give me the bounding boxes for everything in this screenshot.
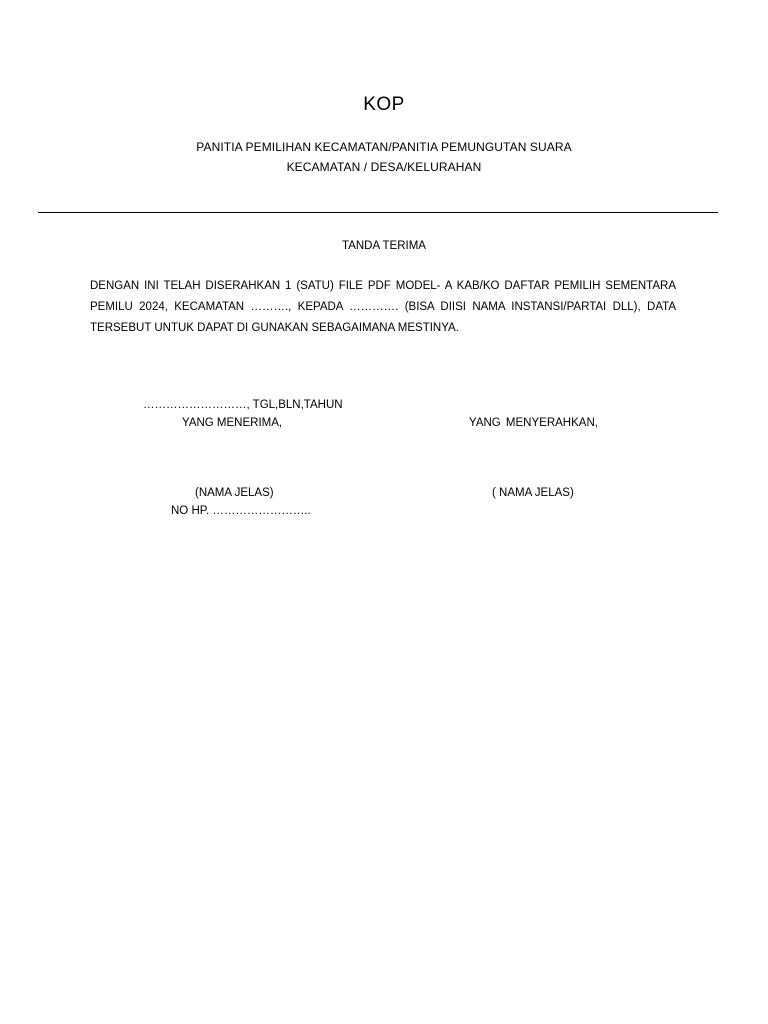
receiver-role: YANG MENERIMA,	[182, 417, 283, 429]
letterhead-placeholder: KOP	[363, 94, 405, 115]
giver-role: YANG MENYERAHKAN,	[469, 417, 598, 429]
receiver-name: (NAMA JELAS)	[195, 487, 274, 499]
giver-name: ( NAMA JELAS)	[492, 487, 574, 499]
document-title: TANDA TERIMA	[342, 240, 426, 252]
place-date-line: ………………………, TGL,BLN,TAHUN	[143, 399, 343, 411]
receiver-phone: NO HP. ……………………..	[171, 505, 311, 517]
organization-area: KECAMATAN / DESA/KELURAHAN	[286, 160, 482, 174]
header-divider	[38, 212, 718, 213]
document-body: DENGAN INI TELAH DISERAHKAN 1 (SATU) FILE PDF MODEL- A KAB/KO DAFTAR PEMILIH SEMENTARA PEMILU 2024, KECAMATAN ………., KEPADA …………. (BISA DIISI NAMA INSTANSI/PARTAI DLL), DATA TERSEBUT UNTUK DAPAT DI GUNAKAN SEBAGAIMANA MESTINYA.	[90, 280, 676, 334]
organization-name: PANITIA PEMILIHAN KECAMATAN/PANITIA PEMUNGUTAN SUARA	[196, 140, 572, 154]
